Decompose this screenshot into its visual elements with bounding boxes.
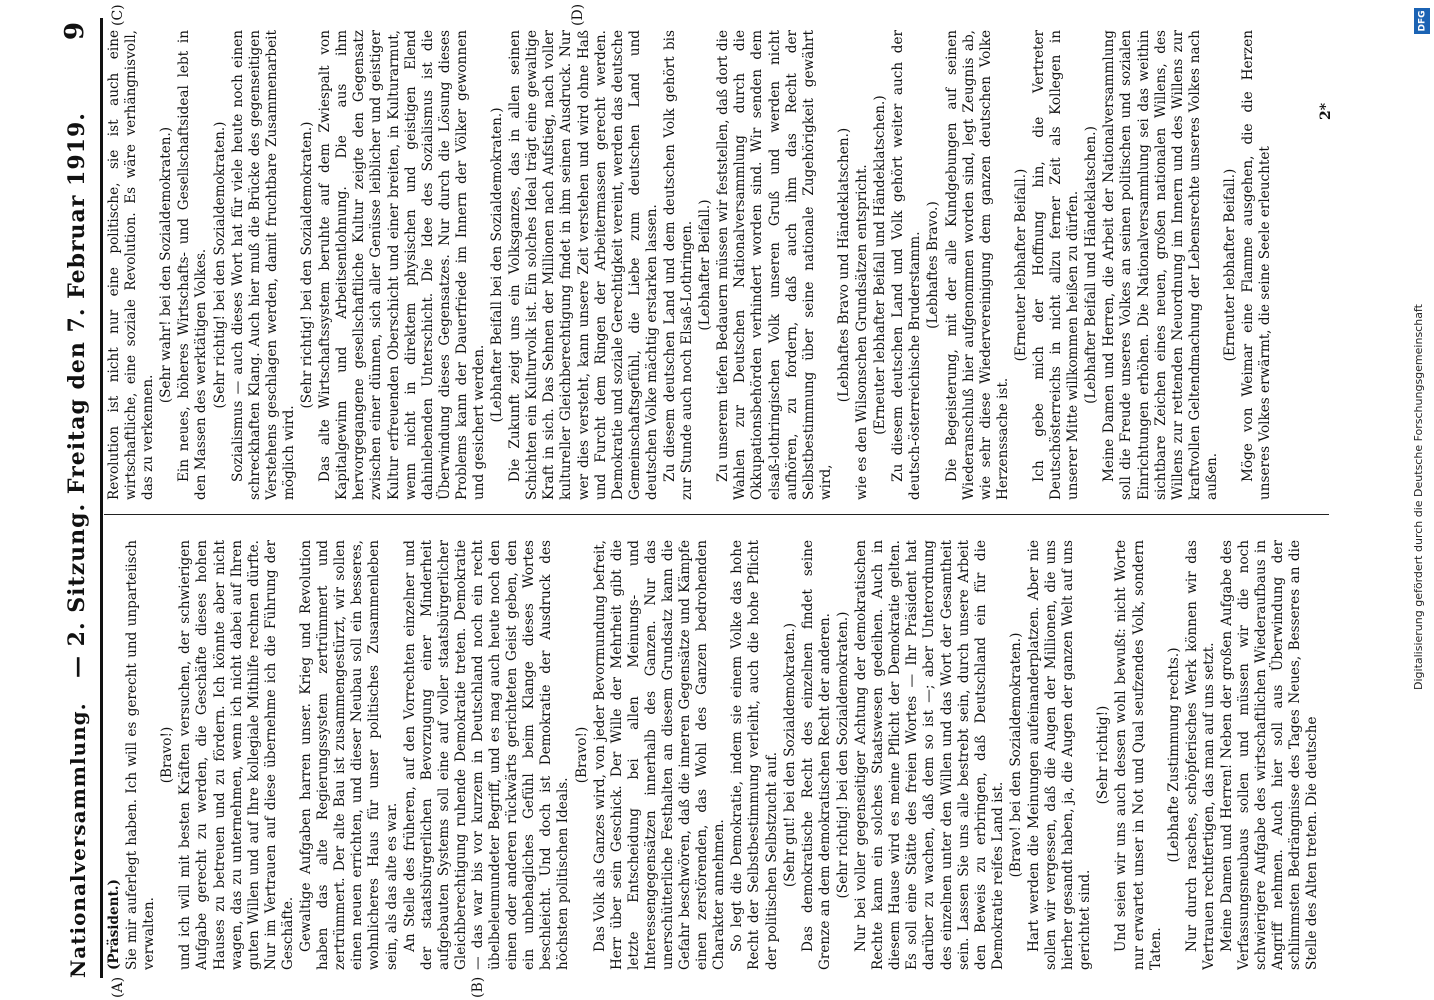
interjection: (Bravo!)	[573, 726, 590, 784]
paragraph: Das Volk als Ganzes wird, von jeder Bevormundung befreit, Herr über sein Geschick. Der Wille der Mehrheit gibt die letzte Entscheidung bei allen Meinungs- und Interessengegensätzen innerhalb des Ganzen. Nur das unerschütterliche Festhalten an diesem Grundsatz kann die Gefahr beschwören, daß die inneren Gegensätze und Kämpfe einen zerstörenden, das Wohl des Ganzen bedrohenden Charakter annehmen.	[591, 540, 728, 970]
paragraph: Zu unserem tiefen Bedauern müssen wir feststellen, daß dort die Wahlen zur Deutschen Nationalversammlung durch die Okkupationsbehörden verhindert worden sind. Wir senden dem elsaß-lothringischen Volk unseren Gruß und werden nicht aufhören, zu fordern, daß auch ihm das Recht der Selbstbestimmung über seine nationale Zugehörigkeit gewährt wird,	[715, 30, 834, 500]
paragraph: und ich will mit besten Kräften versuchen, der schwierigen Aufgabe gerecht zu werden, die Geschäfte dieses hohen Hauses zu betreuen und zu fördern. Ich könnte aber nicht wagen, das zu unternehmen, wenn ich nicht dabei auf Ihren guten Willen und auf Ihre kollegiale Mithilfe rechnen dürfte. Nur im Vertrauen auf diese übernehme ich die Führung der Geschäfte.	[177, 540, 296, 970]
interjection: (Lebhafter Beifall und Händeklatschen.)	[1083, 126, 1100, 404]
dfg-logo-text: DFG	[1417, 10, 1428, 32]
interjection: (Lebhafter Beifall.)	[697, 199, 714, 331]
text-column-right	[106, 30, 1336, 500]
paragraph: Das demokratische Recht des einzelnen findet seine Grenze an dem demokratischen Recht der anderen.	[799, 540, 833, 970]
paragraph: wie es den Wilsonschen Grundsätzen entspricht.	[854, 164, 871, 500]
paragraph: So legt die Demokratie, indem sie einem Volke das hohe Recht der Selbstbestimmung verleiht, auch die hohe Pflicht der politischen Selbstzucht auf.	[729, 540, 780, 970]
margin-mark-b: (B)	[470, 976, 486, 998]
header-rule	[100, 18, 103, 978]
interjection: (Lebhaftes Bravo.)	[925, 201, 942, 329]
interjection: (Sehr richtig!)	[1095, 705, 1112, 805]
paragraph: Möge von Weimar eine Flamme ausgehen, die die Herzen unseres Volkes erwärmt, die seine Seele erleuchtet	[1240, 30, 1274, 500]
paragraph: Sozialismus — auch dieses Wort hat für viele heute noch einen schreckhaften Klang. Auch hier muß die Brücke des gegenseitigen Verstehens geschlagen werden, damit fruchtbare Zusammenarbeit möglich wird.	[229, 30, 297, 500]
paragraph: Ein neues, höheres Wirtschafts- und Gesellschaftsideal lebt in den Massen des werktätigen Volkes.	[176, 30, 210, 500]
interjection: (Sehr wahr! bei den Sozialdemokraten.)	[158, 126, 175, 404]
paragraph: Zu diesem deutschen Land und Volk gehört weiter auch der deutsch-österreichische Bruderstamm.	[890, 30, 924, 500]
interjection: (Sehr richtig! bei den Sozialdemokraten.)	[299, 121, 316, 409]
interjection: (Erneuter lebhafter Beifall.)	[1012, 168, 1029, 362]
paragraph: Nur durch rasches, schöpferisches Werk können wir das Vertrauen rechtfertigen, das man auf uns setzt.	[1183, 540, 1217, 970]
footer-signature-mark: 2*	[1318, 102, 1334, 120]
paragraph: Zu diesem deutschen Land und dem deutschen Volk gehört bis zur Stunde auch noch Elsaß-Lothringen.	[662, 30, 696, 500]
paragraph: Und seien wir uns auch dessen wohl bewußt: nicht Worte nur erwartet unser in Not und Qual seufzendes Volk, sondern Taten.	[1113, 540, 1164, 970]
paragraph: Sie mir auferlegt haben. Ich will es gerecht und unparteiisch verwalten.	[124, 540, 158, 970]
interjection: (Lebhaftes Bravo und Händeklatschen.)	[835, 127, 852, 403]
dfg-logo-icon	[1414, 8, 1430, 34]
margin-mark-a: (A)	[110, 976, 126, 998]
speaker-label: (Präsident.)	[106, 879, 122, 970]
paragraph: Die Begeisterung, mit der alle Kundgebungen auf seinen Wiederanschluß hier aufgenommen worden sind, legt Zeugnis ab, wie sehr diese Wiedervereinigung dem ganzen deutschen Volke Herzenssache ist.	[943, 30, 1011, 500]
column-divider	[104, 514, 1329, 515]
paragraph: An Stelle des früheren, auf den Vorrechten einzelner und der staatsbürgerlichen Bevorzugung einer Minderheit aufgebauten Systems soll eine auf voller staatsbürgerlicher Gleichberechtigung ruhende Demokratie treten. Demokratie — das war bis vor kurzem in Deutschland noch ein recht übelbeleumundeter Begriff, und es mag auch heute noch den einen oder anderen rückwärts gerichteten Geist geben, den ein unbehagliches Gefühl beim Klange dieses Wortes beschleicht. Und doch ist Demokratie der Ausdruck des höchsten politischen Ideals.	[401, 540, 572, 970]
interjection: (Bravo! bei den Sozialdemokraten.)	[1007, 632, 1024, 878]
paragraph: Ich gebe mich der Hoffnung hin, die Vertreter Deutschösterreichs in nicht allzu ferner Zeit als Kollegen in unserer Mitte willkommen heißen zu dürfen.	[1030, 30, 1082, 500]
interjection: (Sehr gut! bei den Sozialdemokraten.)	[781, 622, 798, 888]
interjection: (Lebhafte Zustimmung rechts.)	[1165, 647, 1182, 863]
paragraph: Meine Damen und Herren, die Arbeit der Nationalversammlung soll die Freude unseres Volkes an seinen politischen und sozialen Einrichtungen erhöhen. Die Nationalversammlung sei das weithin sichtbare Zeichen eines neuen, großen nationalen Willens, des Willens zur rettenden Neuordnung im Innern und des Willens zur kraftvollen Geltendmachung der Lebensrechte unseres Volkes nach außen.	[1101, 30, 1220, 500]
paragraph: Das alte Wirtschaftssystem beruhte auf dem Zwiespalt von Kapitalgewinn und Arbeitsentlohnung. Die aus ihm hervorgegangene gesellschaftliche Kultur zeigte den Gegensatz zwischen einer dünnen, sich aller Genüsse leiblicher und geistiger Kultur erfreuenden Oberschicht und einer breiten, in Kulturarmut, wenn nicht in direktem physischen und geistigen Elend dahinlebenden Unterschicht. Die Idee des Sozialismus ist die Überwindung dieses Gegensatzes. Nur durch die Lösung dieses Problems kann der Dauerfriede im Innern der Völker gewonnen und gesichert werden.	[317, 30, 487, 500]
margin-mark-d: (D)	[570, 3, 586, 26]
paragraph: Nur bei voller gegenseitiger Achtung der demokratischen Rechte kann ein solches Staatswesen gedeihen. Auch in diesem Hause wird es meine Pflicht der Demokratie gelten. Es soll eine Stätte des freien Wortes — Ihr Präsident hat darüber zu wachen, daß dem so ist —; aber Unterordnung des einzelnen unter den Willen und das Wort der Gesamtheit sein. Lassen Sie uns alle bestrebt sein, durch unsere Arbeit den Beweis zu erbringen, daß Deutschland ein für die Demokratie reifes Land ist.	[853, 540, 1006, 970]
interjection: (Erneuter lebhafter Beifall und Händeklatschen.)	[872, 95, 889, 435]
header-session-date: — 2. Sitzung. Freitag den 7. Februar 1919.	[64, 112, 90, 678]
margin-mark-c: (C)	[110, 4, 126, 26]
paragraph: Die Zukunft zeigt uns ein Volksganzes, das in allen seinen Schichten ein Kulturvolk ist. Ein solches Ideal trägt eine gewaltige Kraft in sich. Das Sehnen der Millionen nach Aufstieg, nach voller kultureller Gleichberechtigung findet in ihm seinen Ausdruck. Nur wer dies versteht, kann unsere Zeit verstehen und wird ohne Haß und Furcht dem Ringen der Arbeitermassen gerecht werden. Demokratie und soziale Gerechtigkeit vereint, werden das deutsche Gemeinschaftsgefühl, die Liebe zum deutschen Land und deutschen Volke mächtig erstarken lassen.	[507, 30, 660, 500]
paragraph: Revolution ist nicht nur eine politische, sie ist auch eine wirtschaftliche, eine soziale Revolution. Es wäre verhängnisvoll, das zu verkennen.	[106, 30, 157, 500]
paragraph: Gewaltige Aufgaben harren unser. Krieg und Revolution haben das alte Regierungssystem zertrümmert und zertrümmert. Der alte Bau ist zusammengestürzt, wir sollen einen neuen errichten, und dieser Neubau soll ein besseres, wohnlicheres Haus für unser politisches Zusammenleben sein, als das alte es war.	[298, 540, 400, 970]
interjection: (Erneuter lebhafter Beifall.)	[1222, 168, 1238, 362]
header-title: Nationalversammlung.	[66, 702, 90, 978]
page-number: 9	[60, 22, 90, 41]
funding-note-text: Digitalisierung gefördert durch die Deutsche Forschungsgemeinschaft	[1412, 304, 1425, 690]
interjection: (Lebhafter Beifall bei den Sozialdemokraten.)	[489, 107, 506, 423]
funding-note	[1412, 304, 1430, 690]
paragraph: Meine Damen und Herren! Neben der großen Aufgabe des Verfassungsneubaus sollen und müssen wir die noch schwierigere Aufgabe des wirtschaftlichen Wiederaufbaus in Angriff nehmen. Auch hier soll aus Überwindung der schlimmsten Bedrängnisse des Tages Neues, Besseres an die Stelle des Alten treten. Die deutsche	[1219, 540, 1321, 970]
interjection: (Sehr richtig! bei den Sozialdemokraten.)	[834, 611, 851, 899]
text-column-left	[106, 540, 1336, 970]
interjection: (Sehr richtig! bei den Sozialdemokraten.)	[211, 121, 228, 409]
running-header	[58, 18, 98, 978]
paragraph: Hart werden die Meinungen aufeinanderplatzen. Aber nie sollen wir vergessen, daß die Augen der Millionen, die uns hierher gesandt haben, ja, die Augen der ganzen Welt auf uns gerichtet sind.	[1025, 540, 1094, 970]
rotated-newspaper-page	[50, 0, 1350, 1000]
interjection: (Bravo!)	[159, 726, 176, 784]
